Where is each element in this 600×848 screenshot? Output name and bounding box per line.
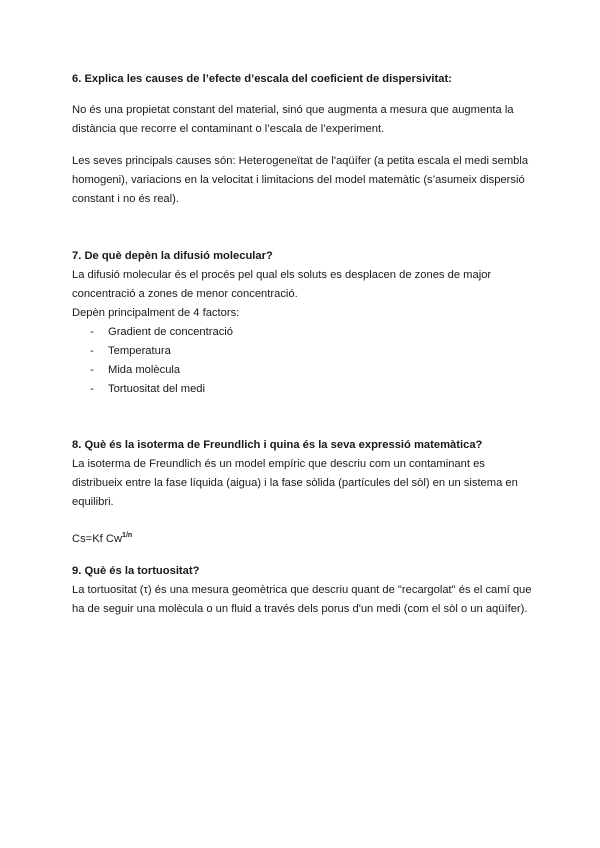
list-item-text: Gradient de concentració bbox=[108, 326, 234, 338]
question-9-heading: 9. Què és la tortuositat? bbox=[72, 565, 200, 577]
list-item bbox=[72, 380, 532, 399]
question-8-answer-paragraph: La isoterma de Freundlich és un model empíric que descriu com un contaminant es distribueix entre la fase líquida (aigua) i la fase sòlida (partícules del sòl) en un sistema en equilibri. bbox=[72, 458, 518, 508]
question-7-heading: 7. De què depèn la difusió molecular? bbox=[72, 250, 273, 262]
bullet-dash: - bbox=[90, 364, 94, 376]
question-7-answer-paragraph-2: Depèn principalment de 4 factors: bbox=[72, 307, 240, 319]
list-item-text: Tortuositat del medi bbox=[108, 383, 206, 395]
bullet-dash: - bbox=[90, 345, 94, 357]
question-8-section bbox=[72, 436, 532, 549]
question-8-heading: 8. Què és la isoterma de Freundlich i quina és la seva expressió matemàtica? bbox=[72, 439, 483, 451]
formula-base: Cs=Kf Cw bbox=[72, 533, 123, 545]
question-6-heading: 6. Explica les causes de l’efecte d’escala del coeficient de dispersivitat: bbox=[72, 73, 452, 85]
document-page bbox=[72, 70, 532, 619]
formula-exponent: 1/n bbox=[122, 532, 133, 539]
question-6-answer-paragraph-1: No és una propietat constant del material, sinó que augmenta a mesura que augmenta la distància que recorre el contaminant o l’escala de l’experiment. bbox=[72, 104, 514, 135]
list-item bbox=[72, 361, 532, 380]
freundlich-formula bbox=[72, 530, 532, 549]
list-item bbox=[72, 323, 532, 342]
list-item bbox=[72, 342, 532, 361]
question-9-section bbox=[72, 562, 532, 619]
question-7-section bbox=[72, 247, 532, 399]
bullet-dash: - bbox=[90, 326, 94, 338]
question-7-answer-paragraph-1: La difusió molecular és el procés pel qual els soluts es desplacen de zones de major concentració a zones de menor concentració. bbox=[72, 269, 492, 300]
list-item-text: Mida molècula bbox=[108, 364, 181, 376]
factors-list bbox=[72, 323, 532, 399]
list-item-text: Temperatura bbox=[108, 345, 171, 357]
bullet-dash: - bbox=[90, 383, 94, 395]
question-6-section bbox=[72, 70, 532, 209]
question-9-answer-paragraph: La tortuositat (τ) és una mesura geomètrica que descriu quant de "recargolat" és el camí que ha de seguir una molècula o un fluid a través dels porus d'un medi (com el sòl o un aqüífer). bbox=[72, 584, 532, 615]
question-6-answer-paragraph-2: Les seves principals causes són: Heterogeneïtat de l'aqüífer (a petita escala el medi sembla homogeni), variacions en la velocitat i limitacions del model matemàtic (s’asumeix dispersió constant i no és real). bbox=[72, 155, 529, 205]
